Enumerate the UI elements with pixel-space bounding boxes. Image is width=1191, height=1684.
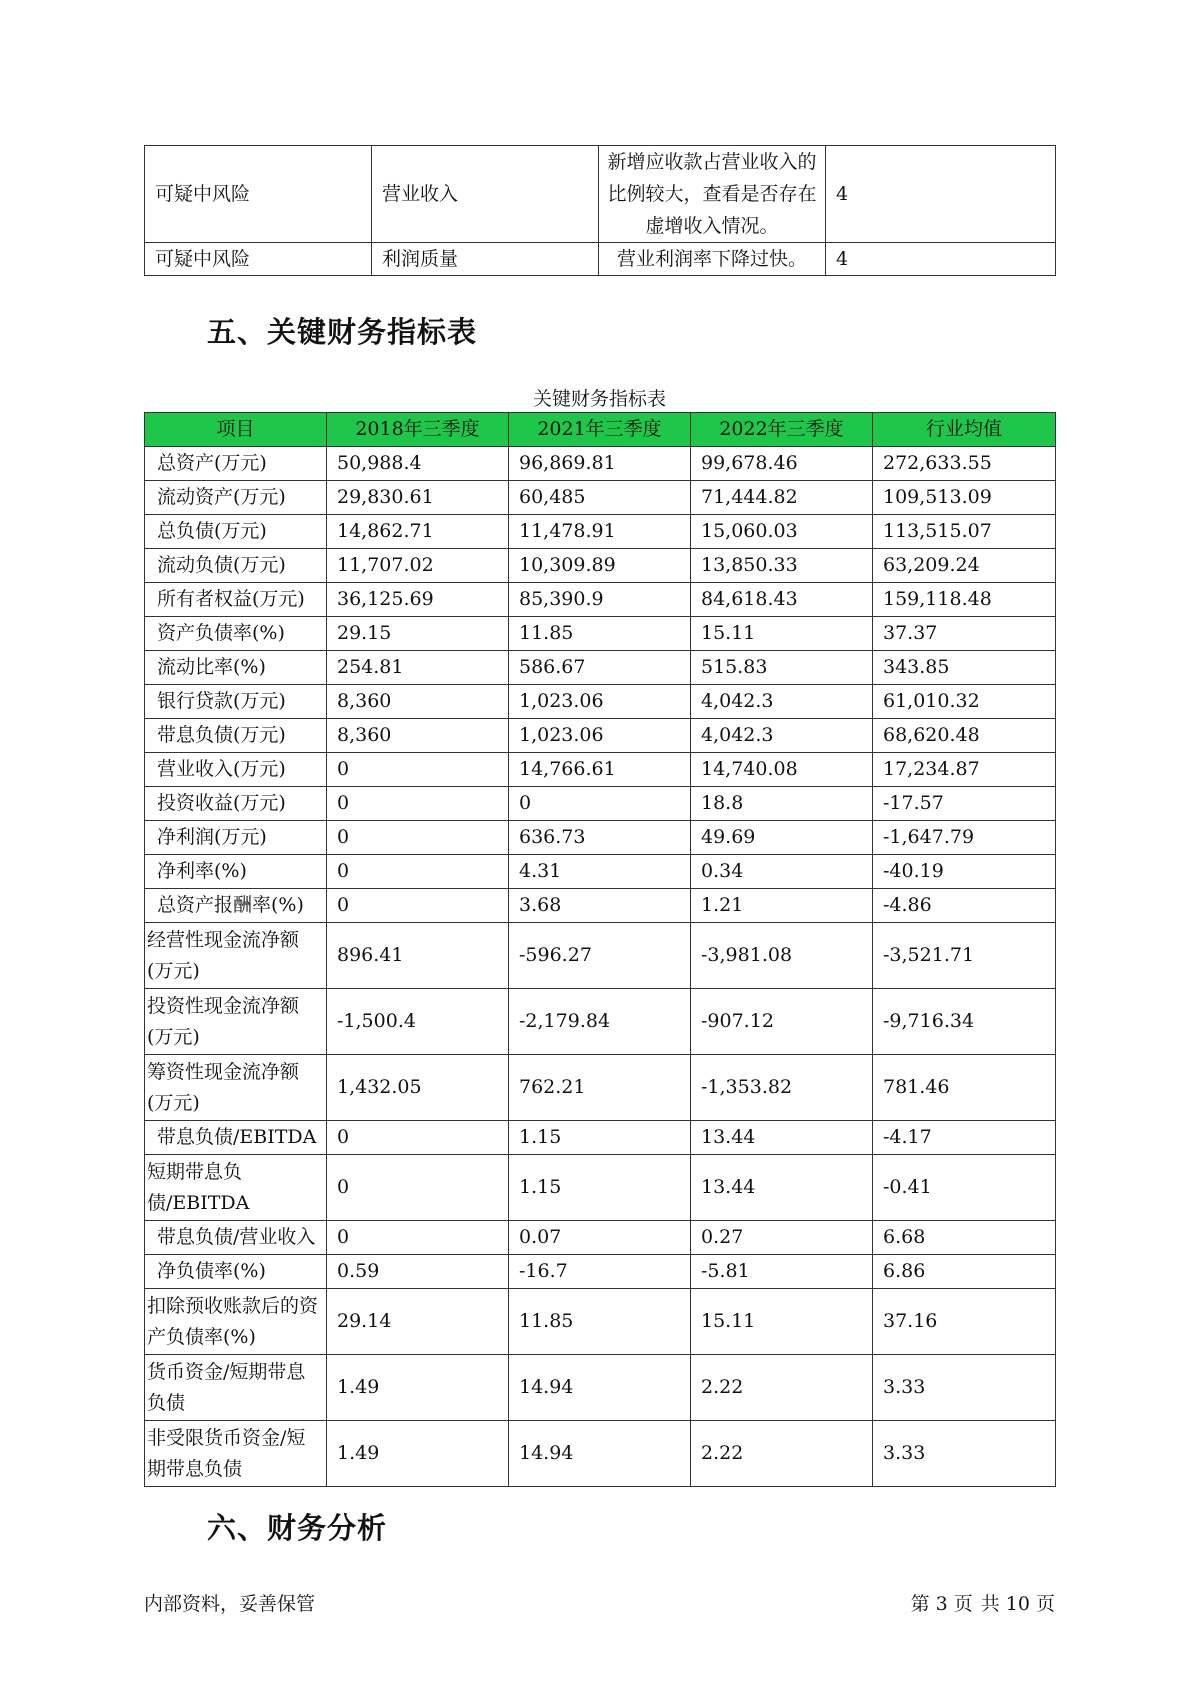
page-number: 第 3 页 (910, 1593, 973, 1615)
cell-value: 61,010.32 (873, 685, 1056, 719)
footer-confidential-note: 内部资料，妥善保管 (144, 1593, 316, 1615)
row-label: 带息负债/EBITDA (145, 1121, 327, 1155)
row-label: 所有者权益(万元) (145, 583, 327, 617)
cell-value: -4.17 (873, 1121, 1056, 1155)
cell-value: 254.81 (327, 651, 509, 685)
cell-value: 4.31 (509, 855, 691, 889)
cell-value: 1.15 (509, 1121, 691, 1155)
table-row (145, 481, 1056, 515)
risk-level: 可疑中风险 (145, 243, 372, 276)
cell-value: 4,042.3 (691, 685, 873, 719)
cell-value: 36,125.69 (327, 583, 509, 617)
cell-value: 11.85 (509, 1289, 691, 1355)
table-row (145, 617, 1056, 651)
cell-value: 1.49 (327, 1355, 509, 1421)
cell-value: 6.86 (873, 1255, 1056, 1289)
cell-value: 14.94 (509, 1421, 691, 1487)
cell-value: 29.14 (327, 1289, 509, 1355)
cell-value: -16.7 (509, 1255, 691, 1289)
cell-value: 343.85 (873, 651, 1056, 685)
row-label: 净负债率(%) (145, 1255, 327, 1289)
cell-value: 50,988.4 (327, 447, 509, 481)
table-row (145, 989, 1056, 1055)
cell-value: 2.22 (691, 1355, 873, 1421)
cell-value: 0 (327, 787, 509, 821)
table-caption: 关键财务指标表 (532, 388, 666, 410)
row-label: 总资产报酬率(%) (145, 889, 327, 923)
table-row (145, 1255, 1056, 1289)
key-financial-indicators-table (144, 412, 1056, 1487)
row-label: 流动负债(万元) (145, 549, 327, 583)
risk-table (144, 145, 1056, 276)
risk-item: 利润质量 (372, 243, 599, 276)
row-label: 资产负债率(%) (145, 617, 327, 651)
cell-value: -40.19 (873, 855, 1056, 889)
table-row (145, 447, 1056, 481)
table-row (145, 1355, 1056, 1421)
cell-value: 49.69 (691, 821, 873, 855)
table-row (145, 1055, 1056, 1121)
cell-value: 14,740.08 (691, 753, 873, 787)
row-label: 投资性现金流净额(万元) (145, 989, 327, 1055)
cell-value: 3.33 (873, 1421, 1056, 1487)
table-row (145, 855, 1056, 889)
row-label: 银行贷款(万元) (145, 685, 327, 719)
cell-value: -3,521.71 (873, 923, 1056, 989)
section-heading-financial-analysis: 六、财务分析 (207, 1511, 388, 1545)
section-heading-key-indicators: 五、关键财务指标表 (207, 315, 478, 349)
table-row (145, 1221, 1056, 1255)
table-row (145, 515, 1056, 549)
row-label: 筹资性现金流净额(万元) (145, 1055, 327, 1121)
cell-value: 0 (509, 787, 691, 821)
cell-value: 15.11 (691, 1289, 873, 1355)
cell-value: 1.21 (691, 889, 873, 923)
cell-value: 60,485 (509, 481, 691, 515)
cell-value: 1,023.06 (509, 719, 691, 753)
cell-value: 13,850.33 (691, 549, 873, 583)
column-header: 2021年三季度 (509, 413, 691, 447)
cell-value: 6.68 (873, 1221, 1056, 1255)
cell-value: -1,353.82 (691, 1055, 873, 1121)
table-row (145, 787, 1056, 821)
cell-value: 3.68 (509, 889, 691, 923)
table-row (145, 583, 1056, 617)
cell-value: 0 (327, 1155, 509, 1221)
cell-value: 1.49 (327, 1421, 509, 1487)
row-label: 流动资产(万元) (145, 481, 327, 515)
cell-value: 37.37 (873, 617, 1056, 651)
risk-description: 新增应收款占营业收入的比例较大，查看是否存在虚增收入情况。 (599, 146, 826, 243)
cell-value: 29,830.61 (327, 481, 509, 515)
cell-value: 0.34 (691, 855, 873, 889)
cell-value: 0 (327, 1121, 509, 1155)
cell-value: 13.44 (691, 1155, 873, 1221)
row-label: 非受限货币资金/短期带息负债 (145, 1421, 327, 1487)
cell-value: -1,647.79 (873, 821, 1056, 855)
row-label: 总资产(万元) (145, 447, 327, 481)
cell-value: -17.57 (873, 787, 1056, 821)
column-header: 2022年三季度 (691, 413, 873, 447)
cell-value: -0.41 (873, 1155, 1056, 1221)
cell-value: -907.12 (691, 989, 873, 1055)
risk-item: 营业收入 (372, 146, 599, 243)
cell-value: 68,620.48 (873, 719, 1056, 753)
row-label: 短期带息负债/EBITDA (145, 1155, 327, 1221)
row-label: 货币资金/短期带息负债 (145, 1355, 327, 1421)
cell-value: 63,209.24 (873, 549, 1056, 583)
cell-value: 14,766.61 (509, 753, 691, 787)
cell-value: 586.67 (509, 651, 691, 685)
row-label: 总负债(万元) (145, 515, 327, 549)
row-label: 净利率(%) (145, 855, 327, 889)
cell-value: 15.11 (691, 617, 873, 651)
table-row (145, 923, 1056, 989)
table-row (145, 889, 1056, 923)
risk-score: 4 (826, 243, 1056, 276)
risk-level: 可疑中风险 (145, 146, 372, 243)
table-header-row (145, 413, 1056, 447)
cell-value: 13.44 (691, 1121, 873, 1155)
row-label: 净利润(万元) (145, 821, 327, 855)
cell-value: 0 (327, 821, 509, 855)
page-total: 共 10 页 (980, 1593, 1055, 1615)
column-header: 行业均值 (873, 413, 1056, 447)
cell-value: -596.27 (509, 923, 691, 989)
cell-value: 99,678.46 (691, 447, 873, 481)
cell-value: 4,042.3 (691, 719, 873, 753)
row-label: 投资收益(万元) (145, 787, 327, 821)
cell-value: 10,309.89 (509, 549, 691, 583)
cell-value: 15,060.03 (691, 515, 873, 549)
table-row (145, 549, 1056, 583)
cell-value: -2,179.84 (509, 989, 691, 1055)
cell-value: 11.85 (509, 617, 691, 651)
cell-value: 159,118.48 (873, 583, 1056, 617)
row-label: 流动比率(%) (145, 651, 327, 685)
cell-value: 1.15 (509, 1155, 691, 1221)
cell-value: 0 (327, 855, 509, 889)
cell-value: 71,444.82 (691, 481, 873, 515)
cell-value: -4.86 (873, 889, 1056, 923)
row-label: 扣除预收账款后的资产负债率(%) (145, 1289, 327, 1355)
cell-value: 1,432.05 (327, 1055, 509, 1121)
kpi-table-body (145, 447, 1056, 1487)
table-row (145, 753, 1056, 787)
table-row (145, 1421, 1056, 1487)
table-row (145, 1289, 1056, 1355)
cell-value: 0.07 (509, 1221, 691, 1255)
cell-value: 84,618.43 (691, 583, 873, 617)
cell-value: -3,981.08 (691, 923, 873, 989)
cell-value: 109,513.09 (873, 481, 1056, 515)
cell-value: 0 (327, 753, 509, 787)
cell-value: 0.27 (691, 1221, 873, 1255)
table-row (145, 651, 1056, 685)
cell-value: 37.16 (873, 1289, 1056, 1355)
cell-value: 0 (327, 889, 509, 923)
cell-value: 515.83 (691, 651, 873, 685)
table-row (145, 685, 1056, 719)
row-label: 营业收入(万元) (145, 753, 327, 787)
row-label: 经营性现金流净额(万元) (145, 923, 327, 989)
column-header: 项目 (145, 413, 327, 447)
cell-value: 1,023.06 (509, 685, 691, 719)
cell-value: 3.33 (873, 1355, 1056, 1421)
table-row (145, 1155, 1056, 1221)
risk-score: 4 (826, 146, 1056, 243)
cell-value: 896.41 (327, 923, 509, 989)
cell-value: 762.21 (509, 1055, 691, 1121)
table-row (145, 1121, 1056, 1155)
column-header: 2018年三季度 (327, 413, 509, 447)
cell-value: 14,862.71 (327, 515, 509, 549)
cell-value: 8,360 (327, 719, 509, 753)
cell-value: 11,707.02 (327, 549, 509, 583)
cell-value: -5.81 (691, 1255, 873, 1289)
cell-value: 0.59 (327, 1255, 509, 1289)
cell-value: 85,390.9 (509, 583, 691, 617)
cell-value: 2.22 (691, 1421, 873, 1487)
table-row (145, 146, 1056, 243)
footer-page-info (903, 1589, 1055, 1616)
cell-value: 272,633.55 (873, 447, 1056, 481)
cell-value: 0 (327, 1221, 509, 1255)
row-label: 带息负债(万元) (145, 719, 327, 753)
cell-value: 96,869.81 (509, 447, 691, 481)
cell-value: 17,234.87 (873, 753, 1056, 787)
cell-value: 8,360 (327, 685, 509, 719)
table-row (145, 719, 1056, 753)
cell-value: 14.94 (509, 1355, 691, 1421)
cell-value: 18.8 (691, 787, 873, 821)
cell-value: -1,500.4 (327, 989, 509, 1055)
cell-value: 113,515.07 (873, 515, 1056, 549)
cell-value: 781.46 (873, 1055, 1056, 1121)
cell-value: 29.15 (327, 617, 509, 651)
row-label: 带息负债/营业收入 (145, 1221, 327, 1255)
table-row (145, 821, 1056, 855)
risk-description: 营业利润率下降过快。 (599, 243, 826, 276)
cell-value: 636.73 (509, 821, 691, 855)
cell-value: -9,716.34 (873, 989, 1056, 1055)
cell-value: 11,478.91 (509, 515, 691, 549)
table-row (145, 243, 1056, 276)
